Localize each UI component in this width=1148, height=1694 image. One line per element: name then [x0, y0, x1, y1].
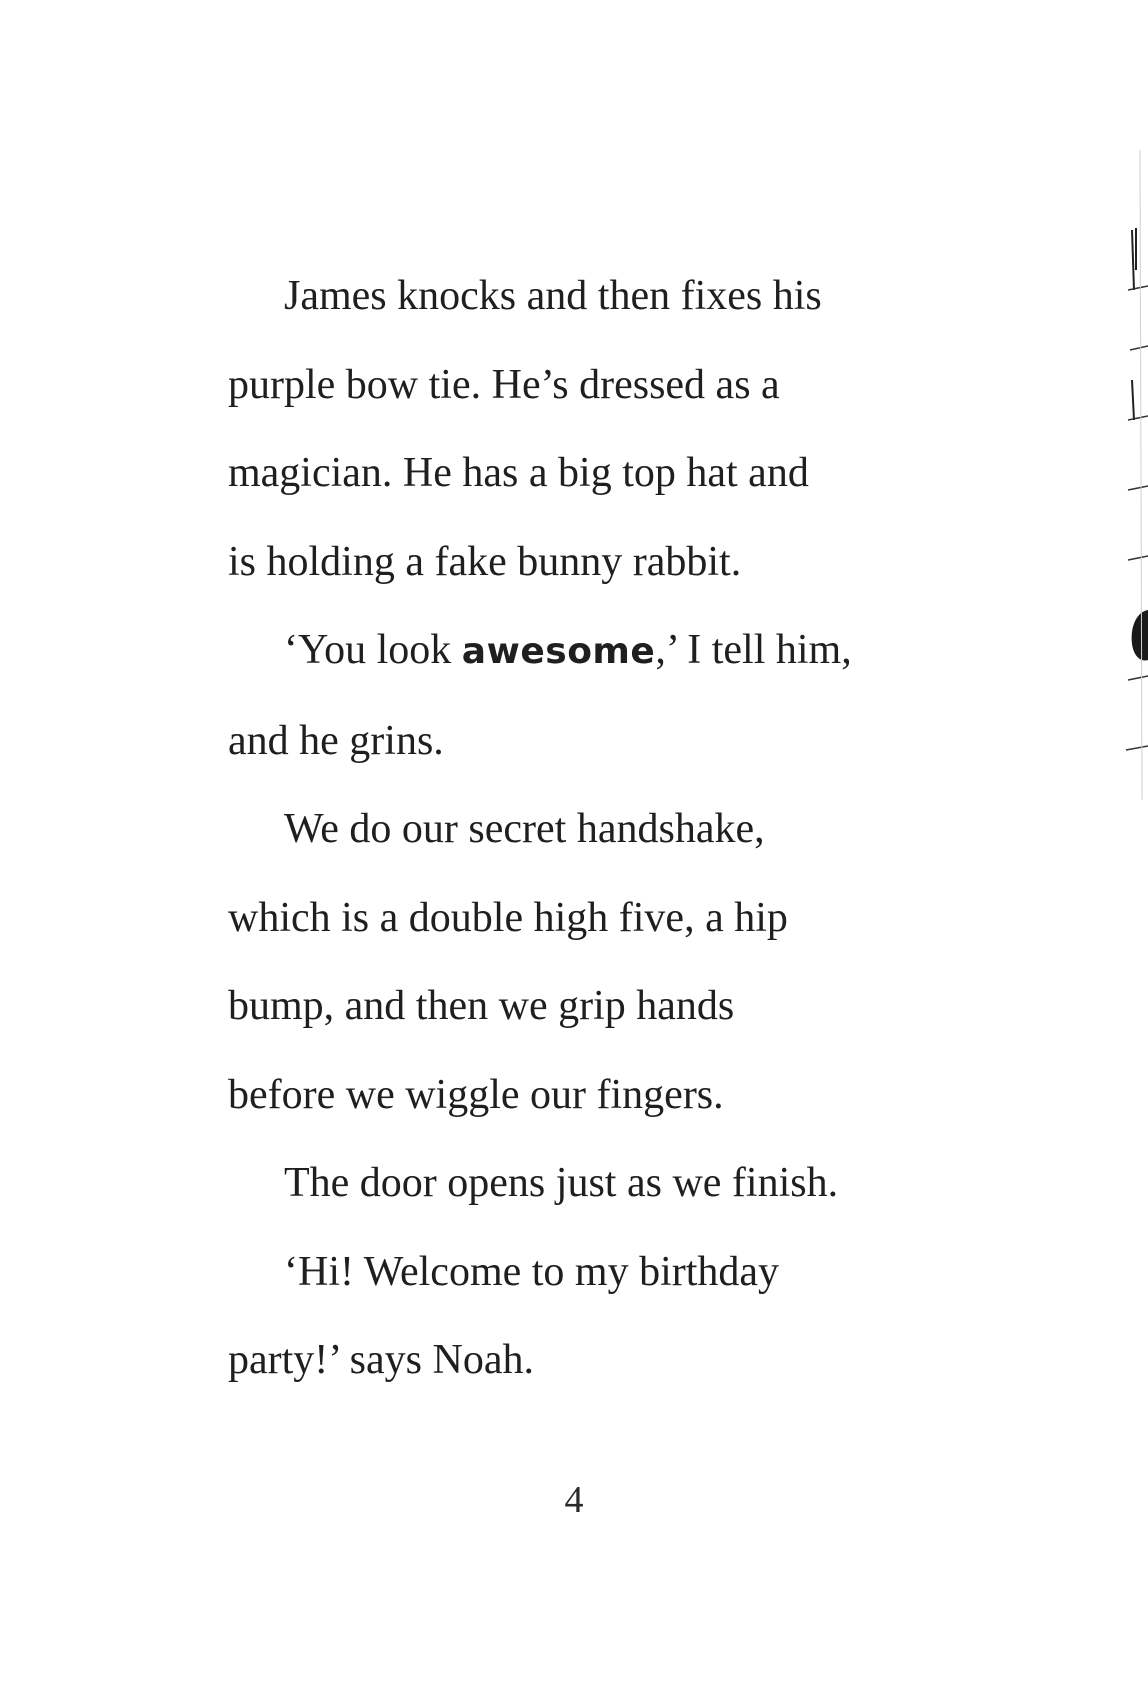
text-line: We do our secret handshake,	[284, 806, 765, 852]
text-segment: ,’ I tell him,	[655, 627, 852, 673]
paragraph-2	[228, 606, 948, 785]
paragraph-1	[228, 252, 948, 606]
text-line: The door opens just as we finish.	[284, 1160, 839, 1206]
paragraph-4	[228, 1139, 948, 1228]
text-line: and he grins.	[228, 717, 444, 764]
text-line: before we wiggle our fingers.	[228, 1071, 724, 1118]
text-line: James knocks and then fixes his	[284, 273, 822, 319]
text-line: party!’ says Noah.	[228, 1337, 534, 1383]
page-number: 4	[564, 1479, 584, 1521]
text-line	[228, 606, 948, 697]
text-segment: ‘You look	[284, 627, 462, 673]
emphasized-word: awesome	[461, 631, 656, 672]
text-line: purple bow tie. He’s dressed as a	[228, 361, 780, 408]
text-line: magician. He has a big top hat and	[228, 450, 809, 496]
paragraph-3	[228, 785, 948, 1139]
text-line: is holding a fake bunny rabbit.	[228, 538, 742, 585]
text-line: ‘Hi! Welcome to my birthday	[284, 1248, 780, 1295]
story-text	[228, 252, 948, 1405]
paragraph-5	[228, 1228, 948, 1405]
partial-illustration	[1118, 150, 1148, 800]
text-line: bump, and then we grip hands	[228, 983, 735, 1029]
text-line: which is a double high five, a hip	[228, 894, 788, 941]
